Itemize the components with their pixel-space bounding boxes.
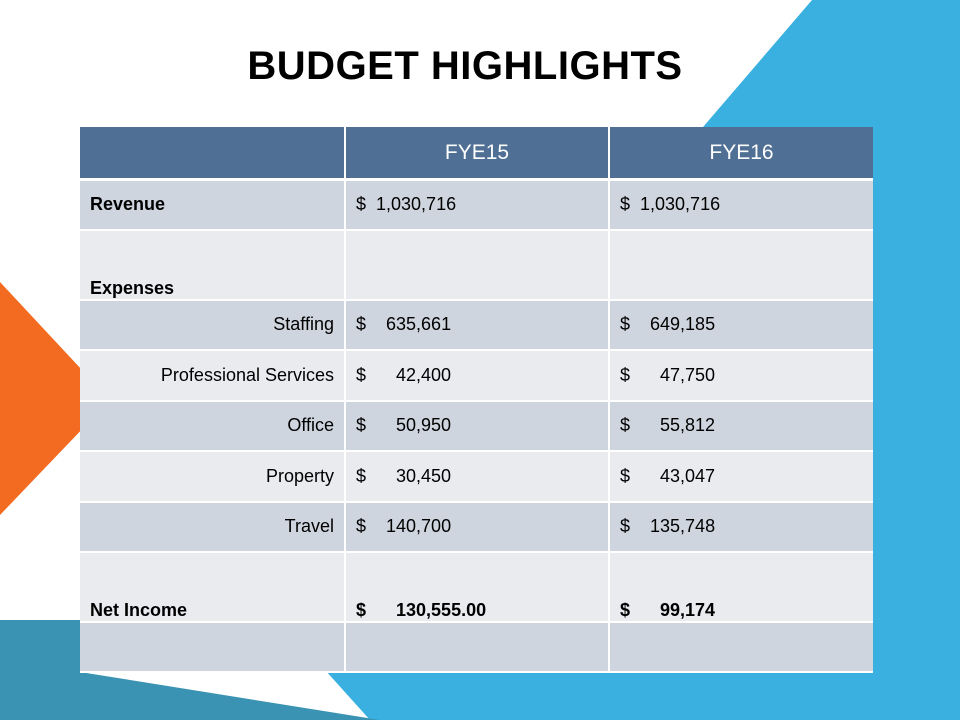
row-label: [80, 622, 345, 672]
row-empty: [80, 622, 873, 672]
cell-fye16: $ 43,047: [609, 451, 873, 502]
cell-fye15: $ 1,030,716: [345, 180, 609, 230]
row-label: Professional Services: [80, 350, 345, 401]
cell-fye16: $ 135,748: [609, 502, 873, 552]
row-label: Net Income: [80, 552, 345, 622]
header-fye16: FYE16: [609, 127, 873, 180]
budget-table: [80, 127, 873, 673]
slide-title: BUDGET HIGHLIGHTS: [247, 44, 683, 88]
cell-fye15: $ 635,661: [345, 300, 609, 350]
cell-fye16: $ 55,812: [609, 401, 873, 451]
cell-fye16: $ 649,185: [609, 300, 873, 350]
row-label: Property: [80, 451, 345, 502]
cell-fye15: $ 30,450: [345, 451, 609, 502]
table-header-row: [80, 127, 873, 180]
row-net-income: [80, 552, 873, 622]
header-fye15: FYE15: [345, 127, 609, 180]
row-revenue: [80, 180, 873, 230]
row-travel: [80, 502, 873, 552]
row-label: Staffing: [80, 300, 345, 350]
row-expenses: [80, 230, 873, 300]
cell-fye15: $ 140,700: [345, 502, 609, 552]
row-professional-services: [80, 350, 873, 401]
row-office: [80, 401, 873, 451]
cell-fye16: $ 99,174: [609, 552, 873, 622]
cell-fye16: [609, 622, 873, 672]
cell-fye15: $ 42,400: [345, 350, 609, 401]
row-label: Revenue: [80, 180, 345, 230]
row-staffing: [80, 300, 873, 350]
row-label: Expenses: [80, 230, 345, 300]
cell-fye16: $ 47,750: [609, 350, 873, 401]
cell-fye15: [345, 230, 609, 300]
row-label: Office: [80, 401, 345, 451]
cell-fye15: [345, 622, 609, 672]
cell-fye16: $ 1,030,716: [609, 180, 873, 230]
row-label: Travel: [80, 502, 345, 552]
cell-fye16: [609, 230, 873, 300]
row-property: [80, 451, 873, 502]
cell-fye15: $ 130,555.00: [345, 552, 609, 622]
cell-fye15: $ 50,950: [345, 401, 609, 451]
header-empty-cell: [80, 127, 345, 180]
